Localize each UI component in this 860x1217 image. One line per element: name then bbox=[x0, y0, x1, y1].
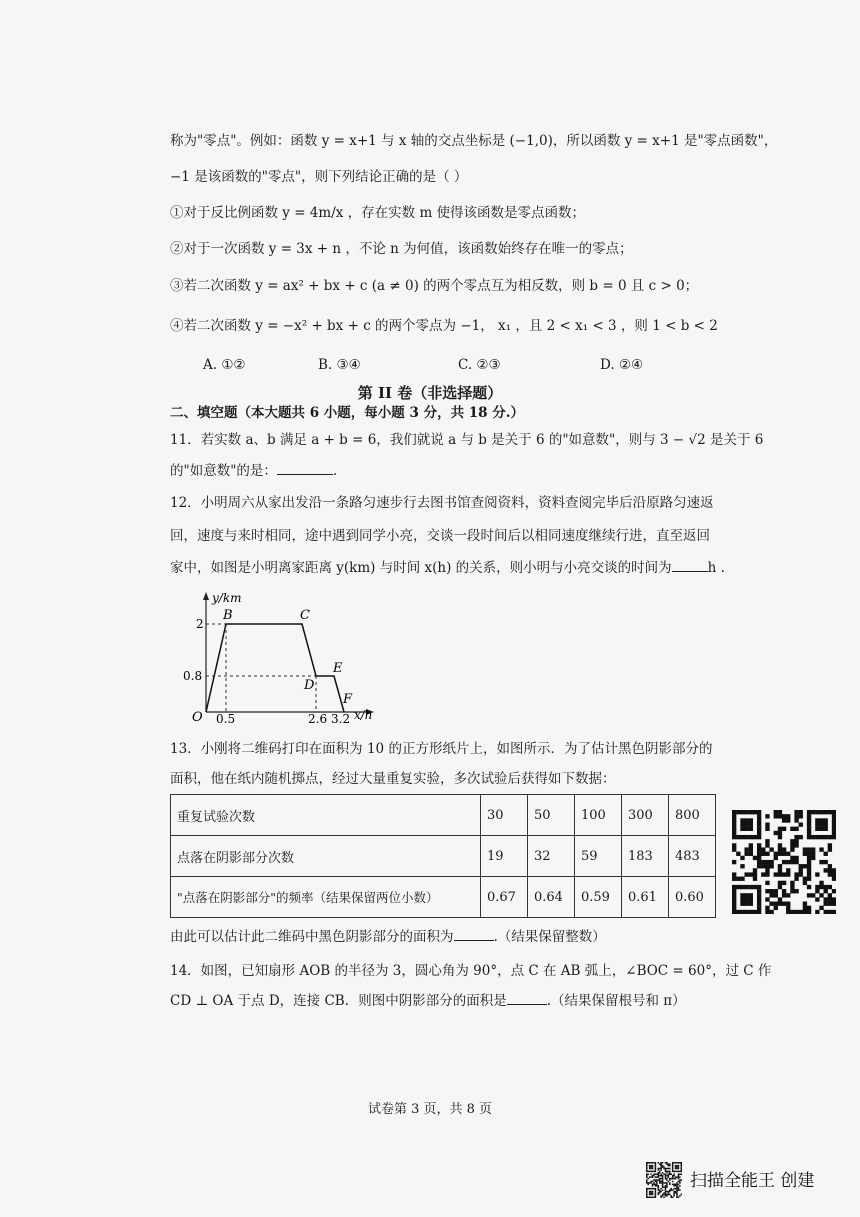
q10-statement-4: ④若二次函数 y = −x² + bx + c 的两个零点为 −1， x₁ ，且 2 < x₁ < 3 ，则 1 < b < 2 bbox=[170, 318, 718, 334]
qr-code-image bbox=[732, 810, 836, 914]
table-cell: 0.64 bbox=[528, 877, 575, 918]
row-label: 重复试验次数 bbox=[171, 795, 481, 836]
y-axis-arrow-icon bbox=[203, 592, 209, 600]
table-cell: 0.67 bbox=[481, 877, 528, 918]
q11-line-2-text: 的"如意数"的是： bbox=[170, 463, 277, 479]
distance-curve bbox=[206, 624, 344, 712]
table-cell: 50 bbox=[528, 795, 575, 836]
q13-conclusion-end: .（结果保留整数） bbox=[493, 929, 606, 945]
q10-statement-1: ①对于反比例函数 y = 4m/x ，存在实数 m 使得该函数是零点函数； bbox=[170, 205, 586, 221]
answer-blank bbox=[277, 462, 333, 475]
page-footer: 试卷第 3 页，共 8 页 bbox=[367, 1102, 493, 1117]
answer-blank bbox=[672, 559, 708, 572]
option-a: A. ①② bbox=[203, 357, 246, 373]
q13-conclusion-text: 由此可以估计此二维码中黑色阴影部分的面积为 bbox=[170, 929, 454, 945]
table-row bbox=[171, 877, 716, 918]
table-row bbox=[171, 795, 716, 836]
q12-line-2: 回，速度与来时相同，途中遇到同学小亮，交谈一段时间后以相同速度继续行进，直至返回 bbox=[170, 528, 710, 544]
section-heading: 二、填空题（本大题共 6 小题，每小题 3 分，共 18 分.） bbox=[170, 405, 524, 421]
q11-line-2 bbox=[170, 462, 337, 480]
q10-line-2: −1 是该函数的"零点"，则下列结论正确的是（ ） bbox=[170, 169, 468, 185]
table-cell: 0.60 bbox=[669, 877, 716, 918]
q10-line-1: 称为"零点"。例如：函数 y = x+1 与 x 轴的交点坐标是 (−1,0)，所以函数 y = x+1 是"零点函数"， bbox=[170, 133, 778, 149]
frequency-table bbox=[170, 794, 716, 918]
point-d-label: D bbox=[304, 678, 315, 693]
y-tick-2: 2 bbox=[196, 617, 204, 631]
table-cell: 32 bbox=[528, 836, 575, 877]
x-tick-3-2: 3.2 bbox=[331, 712, 351, 724]
table-cell: 183 bbox=[622, 836, 669, 877]
q12-line-3-text: 家中，如图是小明离家距离 y(km) 与时间 x(h) 的关系，则小明与小亮交谈的时间为 bbox=[170, 560, 672, 576]
distance-time-graph bbox=[180, 588, 380, 724]
q10-statement-3: ③若二次函数 y = ax² + bx + c (a ≠ 0) 的两个零点互为相反数，则 b = 0 且 c > 0； bbox=[170, 278, 699, 294]
q12-line-1: 12．小明周六从家出发沿一条路匀速步行去图书馆查阅资料，资料查阅完毕后沿原路匀速返 bbox=[170, 495, 714, 511]
table-cell: 0.61 bbox=[622, 877, 669, 918]
option-d: D. ②④ bbox=[600, 357, 644, 373]
answer-blank bbox=[507, 992, 547, 1005]
q14-line-2 bbox=[170, 992, 686, 1010]
point-b-label: B bbox=[223, 608, 233, 623]
answer-blank bbox=[454, 928, 494, 941]
table-cell: 300 bbox=[622, 795, 669, 836]
point-f-label: F bbox=[343, 692, 353, 707]
row-label: 点落在阴影部分次数 bbox=[171, 836, 481, 877]
q14-line-2-text: CD ⊥ OA 于点 D，连接 CB．则图中阴影部分的面积是 bbox=[170, 993, 507, 1009]
option-c: C. ②③ bbox=[458, 357, 501, 373]
y-tick-0-8: 0.8 bbox=[183, 669, 203, 683]
q14-line-2-end: .（结果保留根号和 π） bbox=[546, 993, 686, 1009]
table-cell: 0.59 bbox=[575, 877, 622, 918]
q13-conclusion bbox=[170, 928, 606, 946]
x-tick-2-6: 2.6 bbox=[308, 712, 328, 724]
q12-line-3-end: h . bbox=[707, 560, 725, 576]
table-cell: 100 bbox=[575, 795, 622, 836]
q11-line-1: 11．若实数 a、b 满足 a + b = 6，我们就说 a 与 b 是关于 6 的"如意数"，则与 3 − √2 是关于 6 bbox=[170, 432, 764, 448]
x-axis-label: x/h bbox=[354, 708, 373, 722]
scanner-qr-icon bbox=[646, 1162, 682, 1198]
q14-line-1: 14．如图，已知扇形 AOB 的半径为 3，圆心角为 90°，点 C 在 AB 弧上，∠BOC = 60°，过 C 作 bbox=[170, 963, 772, 979]
point-c-label: C bbox=[300, 608, 310, 623]
table-row bbox=[171, 836, 716, 877]
volume-title: 第 II 卷（非选择题） bbox=[357, 384, 503, 402]
q11-line-2-end: . bbox=[332, 463, 338, 479]
table-cell: 800 bbox=[669, 795, 716, 836]
y-axis-label: y/km bbox=[212, 591, 242, 605]
option-b: B. ③④ bbox=[318, 357, 361, 373]
origin-label: O bbox=[192, 710, 203, 724]
table-cell: 483 bbox=[669, 836, 716, 877]
scanner-watermark: 扫描全能王 创建 bbox=[690, 1171, 815, 1191]
table-cell: 30 bbox=[481, 795, 528, 836]
q13-line-1: 13．小刚将二维码打印在面积为 10 的正方形纸片上，如图所示．为了估计黑色阴影部分的 bbox=[170, 741, 713, 757]
q13-line-2: 面积，他在纸内随机掷点，经过大量重复实验，多次试验后获得如下数据： bbox=[170, 771, 616, 787]
table-cell: 59 bbox=[575, 836, 622, 877]
row-label: "点落在阴影部分"的频率（结果保留两位小数） bbox=[171, 877, 481, 918]
point-e-label: E bbox=[333, 661, 343, 676]
table-cell: 19 bbox=[481, 836, 528, 877]
q12-line-3 bbox=[170, 559, 725, 577]
q10-statement-2: ②对于一次函数 y = 3x + n ，不论 n 为何值，该函数始终存在唯一的零点； bbox=[170, 241, 633, 257]
x-tick-0-5: 0.5 bbox=[216, 712, 236, 724]
